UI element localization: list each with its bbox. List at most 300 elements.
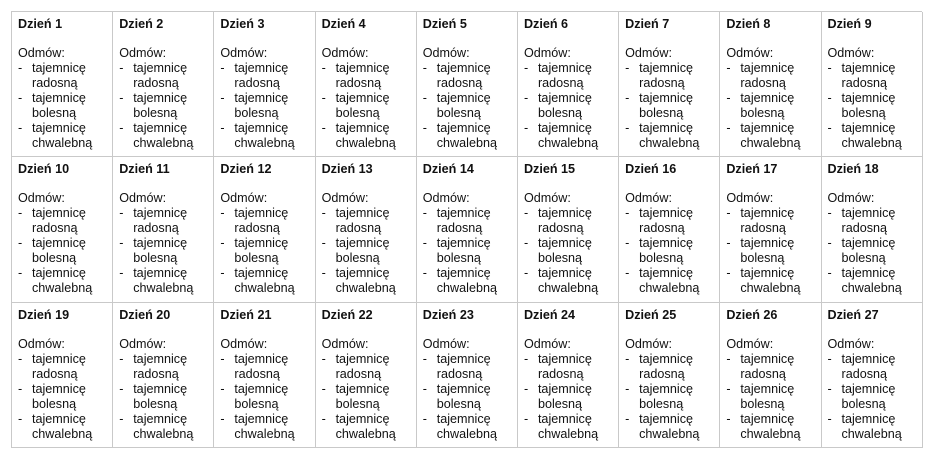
dash-bullet: -	[18, 61, 23, 75]
mystery-item-line1: tajemnicę	[436, 412, 491, 426]
mystery-item	[828, 91, 922, 121]
mystery-item-line1: tajemnicę	[740, 236, 795, 250]
dash-bullet: -	[321, 236, 326, 250]
mystery-item	[220, 412, 314, 442]
mystery-item-line2: chwalebną	[436, 427, 497, 441]
prayer-intro: Odmów:	[523, 191, 571, 205]
mystery-item	[18, 266, 112, 296]
mystery-item-line1: tajemnicę	[841, 91, 896, 105]
day-cell-18	[822, 157, 923, 303]
mystery-item-line2: bolesną	[639, 251, 684, 265]
mystery-item-line1: tajemnicę	[841, 382, 896, 396]
mystery-item-line1: tajemnicę	[335, 382, 390, 396]
dash-bullet: -	[220, 266, 225, 280]
mystery-item-line1: tajemnicę	[32, 352, 86, 366]
mystery-list	[18, 206, 112, 296]
day-cell-11	[113, 157, 214, 303]
mystery-item-line1: tajemnicę	[32, 412, 86, 426]
mystery-item-line1: tajemnicę	[639, 206, 694, 220]
mystery-item	[18, 91, 112, 121]
mystery-item-line2: radosną	[436, 367, 483, 381]
dash-bullet: -	[726, 91, 731, 105]
mystery-item	[119, 91, 213, 121]
day-title: Dzień 10	[18, 162, 70, 176]
mystery-item-line1: tajemnicę	[841, 266, 896, 280]
mystery-item	[119, 382, 213, 412]
spacer	[119, 32, 213, 46]
mystery-item-line1: tajemnicę	[740, 91, 795, 105]
dash-bullet: -	[827, 266, 832, 280]
mystery-item	[18, 382, 112, 412]
mystery-item-line2: bolesną	[841, 106, 886, 120]
dash-bullet: -	[523, 206, 529, 220]
mystery-item	[726, 382, 820, 412]
mystery-item	[828, 412, 922, 442]
mystery-item	[625, 121, 719, 151]
mystery-item	[625, 382, 719, 412]
mystery-item	[524, 91, 618, 121]
mystery-item-line2: bolesną	[32, 397, 77, 411]
mystery-item	[524, 266, 618, 296]
mystery-item-line2: radosną	[234, 367, 280, 381]
dash-bullet: -	[220, 236, 225, 250]
mystery-item-line2: chwalebną	[841, 136, 902, 150]
mystery-item-line1: tajemnicę	[234, 236, 289, 250]
mystery-item-line2: bolesną	[740, 106, 785, 120]
mystery-item	[828, 206, 922, 236]
mystery-item-line2: radosną	[133, 221, 179, 235]
mystery-item	[423, 382, 517, 412]
spacer	[524, 32, 618, 46]
mystery-item-line2: bolesną	[32, 251, 77, 265]
dash-bullet: -	[827, 91, 832, 105]
dash-bullet: -	[119, 61, 124, 75]
mystery-list	[726, 352, 820, 442]
mystery-item	[423, 236, 517, 266]
dash-bullet: -	[119, 412, 124, 426]
mystery-item-line2: radosną	[537, 76, 584, 90]
spacer	[322, 32, 416, 46]
prayer-intro: Odmów:	[422, 337, 470, 351]
mystery-item-line1: tajemnicę	[133, 91, 188, 105]
day-title: Dzień 11	[119, 162, 170, 176]
mystery-item-line2: chwalebną	[234, 427, 295, 441]
dash-bullet: -	[625, 236, 630, 250]
dash-bullet: -	[625, 382, 630, 396]
mystery-item	[524, 236, 618, 266]
dash-bullet: -	[18, 206, 23, 220]
day-cell-16	[619, 157, 720, 303]
dash-bullet: -	[18, 236, 23, 250]
spacer	[119, 177, 213, 191]
mystery-item-line2: radosną	[234, 76, 280, 90]
mystery-item	[726, 236, 820, 266]
mystery-item	[524, 121, 618, 151]
dash-bullet: -	[523, 352, 529, 366]
mystery-item-line1: tajemnicę	[133, 61, 188, 75]
day-cell-3	[214, 12, 315, 157]
mystery-item-line1: tajemnicę	[436, 206, 491, 220]
mystery-list	[625, 206, 719, 296]
mystery-item-line1: tajemnicę	[133, 412, 188, 426]
mystery-item-line2: chwalebną	[234, 136, 295, 150]
mystery-item-line2: radosną	[335, 76, 382, 90]
mystery-item-line1: tajemnicę	[234, 352, 289, 366]
mystery-item-line2: chwalebną	[740, 427, 801, 441]
prayer-intro: Odmów:	[726, 46, 774, 60]
mystery-item-line1: tajemnicę	[436, 61, 491, 75]
day-cell-22	[316, 303, 417, 448]
mystery-item-line2: radosną	[335, 367, 382, 381]
mystery-item	[524, 412, 618, 442]
mystery-item-line1: tajemnicę	[133, 382, 188, 396]
mystery-item-line2: radosną	[740, 76, 786, 90]
mystery-item	[18, 412, 112, 442]
mystery-item	[423, 206, 517, 236]
mystery-item-line2: chwalebną	[436, 281, 497, 295]
mystery-item	[220, 266, 314, 296]
mystery-item-line2: chwalebną	[537, 281, 599, 295]
dash-bullet: -	[220, 91, 225, 105]
day-cell-19	[12, 303, 113, 448]
prayer-intro: Odmów:	[321, 191, 369, 205]
mystery-item-line2: bolesną	[234, 251, 279, 265]
dash-bullet: -	[422, 382, 427, 396]
mystery-item-line1: tajemnicę	[639, 121, 694, 135]
dash-bullet: -	[523, 121, 529, 135]
mystery-item-line2: chwalebną	[133, 281, 194, 295]
mystery-item	[220, 121, 314, 151]
dash-bullet: -	[321, 61, 326, 75]
prayer-intro: Odmów:	[18, 191, 65, 205]
prayer-intro: Odmów:	[18, 337, 65, 351]
mystery-item-line2: chwalebną	[740, 281, 801, 295]
mystery-item-line1: tajemnicę	[436, 266, 491, 280]
dash-bullet: -	[625, 206, 630, 220]
dash-bullet: -	[726, 206, 731, 220]
mystery-item	[220, 91, 314, 121]
mystery-item-line1: tajemnicę	[639, 412, 694, 426]
prayer-intro: Odmów:	[119, 46, 167, 60]
mystery-item-line1: tajemnicę	[841, 121, 896, 135]
mystery-item-line2: radosną	[436, 221, 483, 235]
mystery-item-line2: chwalebną	[537, 427, 599, 441]
mystery-item	[625, 266, 719, 296]
mystery-list	[220, 206, 314, 296]
day-title: Dzień 14	[422, 162, 474, 176]
mystery-item-line2: chwalebną	[740, 136, 801, 150]
mystery-item	[322, 382, 416, 412]
dash-bullet: -	[119, 352, 124, 366]
mystery-item-line2: bolesną	[335, 397, 380, 411]
mystery-item	[828, 266, 922, 296]
prayer-intro: Odmów:	[625, 337, 673, 351]
mystery-item-line2: radosną	[133, 367, 179, 381]
mystery-item-line2: chwalebną	[841, 281, 902, 295]
mystery-item	[423, 412, 517, 442]
mystery-item	[18, 352, 112, 382]
mystery-item	[828, 236, 922, 266]
dash-bullet: -	[523, 266, 529, 280]
day-title: Dzień 15	[523, 162, 576, 176]
mystery-item	[828, 121, 922, 151]
mystery-list	[220, 61, 314, 151]
mystery-item-line2: chwalebną	[335, 136, 396, 150]
mystery-item	[220, 352, 314, 382]
mystery-item-line2: bolesną	[234, 397, 279, 411]
dash-bullet: -	[827, 236, 832, 250]
mystery-item	[18, 121, 112, 151]
day-cell-12	[214, 157, 315, 303]
day-title: Dzień 9	[827, 17, 872, 31]
mystery-item	[119, 61, 213, 91]
dash-bullet: -	[119, 121, 124, 135]
dash-bullet: -	[523, 61, 529, 75]
mystery-list	[828, 352, 922, 442]
dash-bullet: -	[220, 412, 225, 426]
mystery-item	[119, 206, 213, 236]
mystery-item-line1: tajemnicę	[639, 61, 694, 75]
mystery-item	[726, 91, 820, 121]
mystery-list	[119, 61, 213, 151]
mystery-item	[625, 91, 719, 121]
mystery-item	[18, 236, 112, 266]
mystery-item-line1: tajemnicę	[740, 412, 795, 426]
day-title: Dzień 22	[321, 308, 373, 322]
mystery-item-line1: tajemnicę	[234, 412, 289, 426]
mystery-item-line2: chwalebną	[639, 281, 700, 295]
mystery-item	[524, 206, 618, 236]
mystery-item	[119, 121, 213, 151]
mystery-item-line1: tajemnicę	[537, 91, 592, 105]
mystery-item-line2: radosną	[537, 221, 584, 235]
mystery-item-line2: radosną	[639, 367, 685, 381]
mystery-item-line2: chwalebną	[639, 136, 700, 150]
mystery-item	[423, 91, 517, 121]
mystery-item-line1: tajemnicę	[841, 61, 896, 75]
mystery-item	[625, 412, 719, 442]
dash-bullet: -	[422, 121, 427, 135]
mystery-item-line2: bolesną	[537, 106, 583, 120]
mystery-item-line1: tajemnicę	[639, 266, 694, 280]
prayer-intro: Odmów:	[625, 46, 673, 60]
mystery-item-line1: tajemnicę	[740, 266, 795, 280]
mystery-item-line1: tajemnicę	[740, 382, 795, 396]
day-cell-23	[417, 303, 518, 448]
mystery-item	[322, 121, 416, 151]
spacer	[119, 323, 213, 337]
mystery-item	[322, 266, 416, 296]
mystery-item-line1: tajemnicę	[639, 91, 694, 105]
spacer	[828, 32, 922, 46]
day-cell-1	[12, 12, 113, 157]
mystery-item-line2: bolesną	[740, 397, 785, 411]
dash-bullet: -	[726, 266, 731, 280]
mystery-item-line1: tajemnicę	[537, 236, 592, 250]
mystery-list	[119, 206, 213, 296]
dash-bullet: -	[220, 121, 225, 135]
mystery-item-line1: tajemnicę	[841, 352, 896, 366]
dash-bullet: -	[18, 121, 23, 135]
mystery-item	[18, 206, 112, 236]
mystery-item-line1: tajemnicę	[740, 61, 795, 75]
mystery-item-line2: bolesną	[32, 106, 77, 120]
prayer-intro: Odmów:	[726, 191, 774, 205]
mystery-item-line2: bolesną	[133, 397, 178, 411]
prayer-intro: Odmów:	[625, 191, 673, 205]
mystery-item	[726, 121, 820, 151]
dash-bullet: -	[827, 412, 832, 426]
mystery-item-line2: radosną	[740, 367, 786, 381]
spacer	[322, 323, 416, 337]
day-cell-6	[518, 12, 619, 157]
spacer	[524, 323, 618, 337]
prayer-intro: Odmów:	[827, 46, 875, 60]
mystery-item	[322, 352, 416, 382]
prayer-intro: Odmów:	[321, 46, 369, 60]
mystery-item-line1: tajemnicę	[537, 382, 592, 396]
dash-bullet: -	[321, 91, 326, 105]
mystery-item	[322, 206, 416, 236]
mystery-item-line2: radosną	[436, 76, 483, 90]
mystery-item-line1: tajemnicę	[32, 91, 86, 105]
dash-bullet: -	[625, 91, 630, 105]
mystery-list	[828, 206, 922, 296]
mystery-list	[625, 61, 719, 151]
dash-bullet: -	[422, 91, 427, 105]
mystery-item-line1: tajemnicę	[32, 121, 86, 135]
dash-bullet: -	[18, 352, 23, 366]
day-cell-15	[518, 157, 619, 303]
mystery-item-line2: bolesną	[740, 251, 785, 265]
dash-bullet: -	[321, 412, 326, 426]
mystery-list	[423, 352, 517, 442]
mystery-item	[119, 352, 213, 382]
mystery-item-line2: bolesną	[133, 251, 178, 265]
mystery-item-line2: radosną	[639, 76, 685, 90]
mystery-item-line1: tajemnicę	[841, 412, 896, 426]
mystery-item	[423, 352, 517, 382]
mystery-item	[423, 266, 517, 296]
day-title: Dzień 8	[726, 17, 771, 31]
mystery-item-line2: bolesną	[436, 397, 481, 411]
mystery-item-line2: chwalebną	[335, 281, 396, 295]
mystery-item	[423, 121, 517, 151]
mystery-item-line1: tajemnicę	[335, 412, 390, 426]
dash-bullet: -	[321, 352, 326, 366]
dash-bullet: -	[827, 352, 832, 366]
dash-bullet: -	[18, 412, 23, 426]
dash-bullet: -	[726, 236, 731, 250]
mystery-item-line2: chwalebną	[841, 427, 902, 441]
dash-bullet: -	[220, 352, 225, 366]
mystery-item-line1: tajemnicę	[133, 352, 188, 366]
mystery-list	[119, 352, 213, 442]
day-cell-10	[12, 157, 113, 303]
spacer	[322, 177, 416, 191]
mystery-list	[423, 61, 517, 151]
mystery-item-line1: tajemnicę	[436, 91, 491, 105]
spacer	[423, 323, 517, 337]
spacer	[524, 177, 618, 191]
mystery-item	[726, 61, 820, 91]
day-title: Dzień 20	[119, 308, 171, 322]
mystery-list	[828, 61, 922, 151]
day-title: Dzień 17	[726, 162, 778, 176]
mystery-item-line2: radosną	[841, 221, 888, 235]
mystery-item-line1: tajemnicę	[234, 266, 289, 280]
mystery-item-line1: tajemnicę	[335, 91, 390, 105]
mystery-item	[726, 266, 820, 296]
mystery-list	[625, 352, 719, 442]
day-cell-25	[619, 303, 720, 448]
mystery-item-line2: radosną	[841, 76, 888, 90]
mystery-item-line1: tajemnicę	[740, 352, 795, 366]
dash-bullet: -	[422, 412, 427, 426]
mystery-item	[322, 91, 416, 121]
day-title: Dzień 3	[220, 17, 265, 31]
mystery-list	[524, 61, 618, 151]
dash-bullet: -	[726, 412, 731, 426]
day-cell-13	[316, 157, 417, 303]
spacer	[18, 32, 112, 46]
prayer-intro: Odmów:	[726, 337, 774, 351]
mystery-item	[726, 412, 820, 442]
mystery-item-line1: tajemnicę	[234, 206, 289, 220]
dash-bullet: -	[726, 121, 731, 135]
dash-bullet: -	[625, 61, 630, 75]
mystery-item	[220, 206, 314, 236]
day-title: Dzień 6	[523, 17, 569, 31]
day-cell-7	[619, 12, 720, 157]
mystery-item	[322, 412, 416, 442]
mystery-item-line1: tajemnicę	[32, 236, 86, 250]
mystery-item-line1: tajemnicę	[234, 382, 289, 396]
dash-bullet: -	[321, 382, 326, 396]
dash-bullet: -	[18, 266, 23, 280]
spacer	[625, 32, 719, 46]
mystery-item-line2: chwalebną	[436, 136, 497, 150]
day-title: Dzień 13	[321, 162, 373, 176]
dash-bullet: -	[119, 206, 124, 220]
mystery-item-line1: tajemnicę	[335, 61, 390, 75]
mystery-item	[220, 61, 314, 91]
dash-bullet: -	[220, 382, 225, 396]
prayer-intro: Odmów:	[119, 337, 167, 351]
dash-bullet: -	[523, 382, 529, 396]
mystery-item-line1: tajemnicę	[32, 382, 86, 396]
mystery-item-line1: tajemnicę	[537, 412, 592, 426]
prayer-intro: Odmów:	[119, 191, 167, 205]
mystery-list	[524, 206, 618, 296]
mystery-item-line1: tajemnicę	[436, 382, 491, 396]
mystery-item	[220, 236, 314, 266]
mystery-item-line1: tajemnicę	[841, 206, 896, 220]
mystery-item-line1: tajemnicę	[335, 352, 390, 366]
mystery-item-line2: bolesną	[639, 397, 684, 411]
dash-bullet: -	[625, 266, 630, 280]
mystery-item	[119, 266, 213, 296]
mystery-item	[625, 236, 719, 266]
mystery-item-line1: tajemnicę	[639, 382, 694, 396]
mystery-item-line2: radosną	[32, 367, 78, 381]
prayer-intro: Odmów:	[523, 337, 571, 351]
day-cell-5	[417, 12, 518, 157]
day-cell-24	[518, 303, 619, 448]
spacer	[18, 177, 112, 191]
mystery-item-line1: tajemnicę	[234, 61, 289, 75]
spacer	[828, 323, 922, 337]
